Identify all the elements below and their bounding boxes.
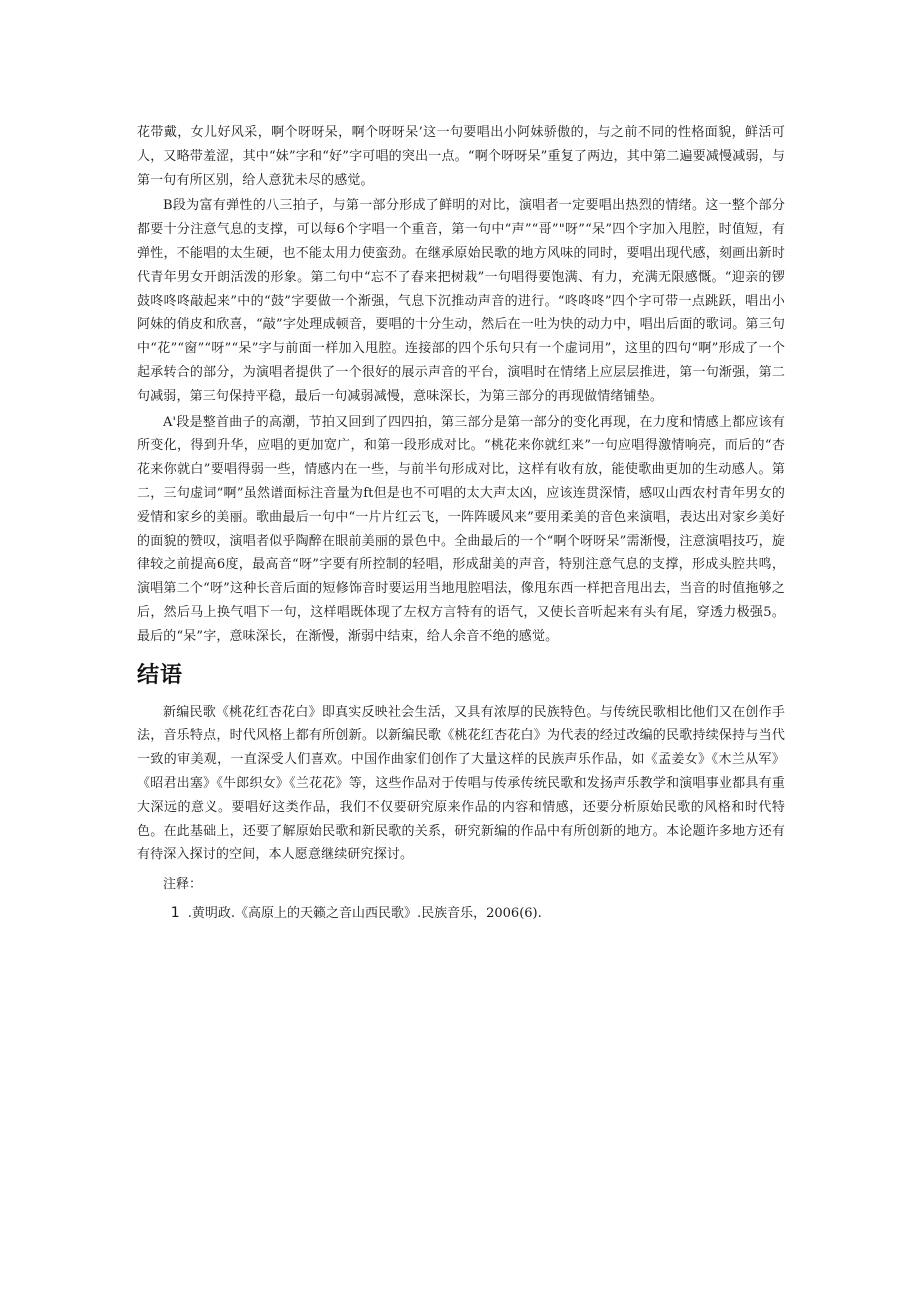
notes-label: 注释： xyxy=(163,877,203,893)
conclusion-heading: 结语 xyxy=(137,662,184,688)
paragraph-continuation: 花带戴，女儿好风采，啊个呀呀呆，啊个呀呀呆’这一句要唱出小阿妹骄傲的，与之前不同的性格面貌，鲜活可人，又略带羞涩，其中“妹”字和“好”字可唱的突出一点。“啊个呀呀呆”重复了两边，其中第二遍要减慢减弱，与第一句有所区别，给人意犹未尽的感觉。 xyxy=(137,125,785,188)
note-item xyxy=(137,901,785,926)
note-number: 1 xyxy=(170,905,180,922)
document-content xyxy=(137,121,785,926)
note-text: .黄明政.《高原上的天籁之音山西民歌》.民族音乐，2006(6). xyxy=(187,906,542,922)
paragraph-section-a-prime: A'段是整首曲子的高潮，节拍又回到了四四拍，第三部分是第一部分的变化再现，在力度和情感上都应该有所变化，得到升华，应唱的更加宽广，和第一段形成对比。“桃花来你就红来”一句应唱得激情响亮，而后的“杏花来你就白”要唱得弱一些，情感内在一些，与前半句形成对比，这样有收有放，能使歌曲更加的生动感人。第二，三句虚词“啊”虽然谱面标注音量为ft但是也不可唱的太大声太凶，应该连贯深情，感叹山西农村青年男女的爱情和家乡的美丽。歌曲最后一句中“一片片红云飞，一阵阵暖风来”要用柔美的音色来演唱，表达出对家乡美好的面貌的赞叹，演唱者似乎陶醉在眼前美丽的景色中。全曲最后的一个“啊个呀呀呆”需渐慢，注意演唱技巧，旋律较之前提高6度，最高音“呀”字要有所控制的轻唱，形成甜美的声音，特别注意气息的支撑，形成头腔共鸣，演唱第二个“呀”这种长音后面的短修饰音时要运用当地甩腔唱法，像甩东西一样把音甩出去，当音的时值拖够之后，然后马上换气唱下一句，这样唱既体现了左权方言特有的语气，又使长音听起来有头有尾，穿透力极强5。最后的“呆”字，意味深长，在渐慢，渐弱中结束，给人余音不绝的感觉。 xyxy=(137,414,785,644)
conclusion-paragraph: 新编民歌《桃花红杏花白》即真实反映社会生活，又具有浓厚的民族特色。与传统民歌相比他们又在创作手法，音乐特点，时代风格上都有所创新。以新编民歌《桃花红杏花白》为代表的经过改编的民歌持续保持与当代一致的审美观，一直深受人们喜欢。中国作曲家们创作了大量这样的民族声乐作品，如《孟姜女》《木兰从军》《昭君出塞》《牛郎织女》《兰花花》等，这些作品对于传唱与传承传统民歌和发扬声乐教学和演唱事业都具有重大深远的意义。要唱好这类作品，我们不仅要研究原来作品的内容和情感，还要分析原始民歌的风格和时代特色。在此基础上，还要了解原始民歌和新民歌的关系，研究新编的作品中有所创新的地方。本论题许多地方还有有待深入探讨的空间，本人愿意继续研究探讨。 xyxy=(137,704,785,863)
paragraph-section-b: B段为富有弹性的八三拍子，与第一部分形成了鲜明的对比，演唱者一定要唱出热烈的情绪。这一整个部分都要十分注意气息的支撑，可以每6个字唱一个重音，第一句中“声”“哥”"呀”“呆”四个字加入甩腔，时值短，有弹性，不能唱的太生硬，也不能太用力使蛮劲。在继承原始民歌的地方风味的同时，要唱出现代感，刻画出新时代青年男女开朗活泼的形象。第二句中“忘不了春来把树栽”一句唱得要饱满、有力，充满无限感慨。“迎亲的锣鼓咚咚咚敲起来”中的“鼓”字要做一个渐强，气息下沉推动声音的进行。“咚咚咚”四个字可带一点跳跃，唱出小阿妹的俏皮和欣喜，“敲”字处理成顿音，要唱的十分生动，然后在一吐为快的动力中，唱出后面的歌词。第三句中“花”“窗”“呀”“呆”字与前面一样加入甩腔。连接部的四个乐句只有一个虚词用”，这里的四句“啊”形成了一个起承转合的部分，为演唱者提供了一个很好的展示声音的平台，演唱时在情绪上应层层推进，第一句渐强，第二句减弱，第三句保持平稳，最后一句减弱减慢，意味深长，为第三部分的再现做情绪铺垫。 xyxy=(137,198,785,404)
